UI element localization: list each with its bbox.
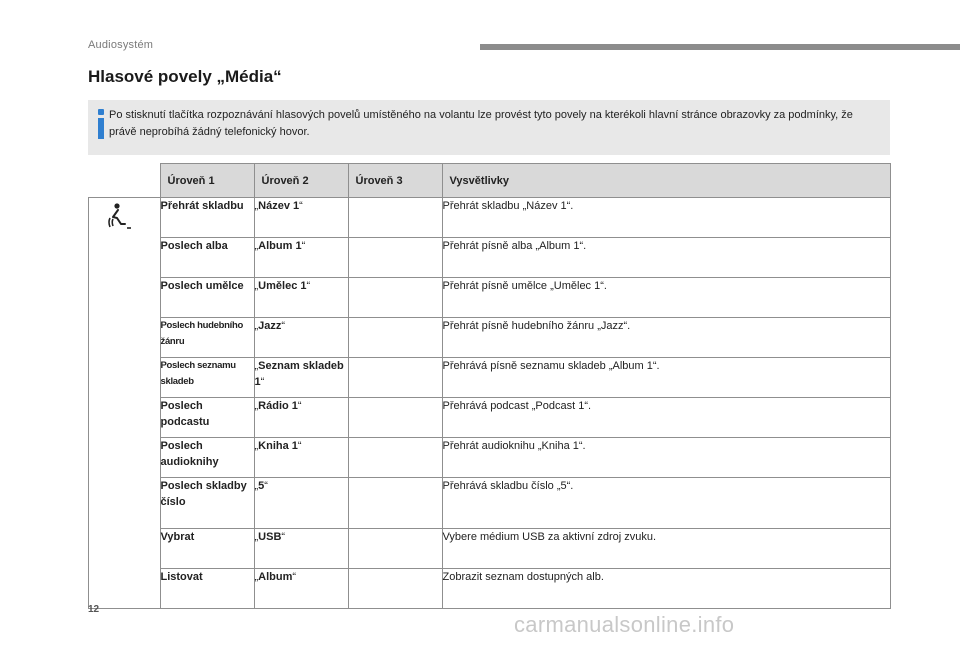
- voice-command-icon-cell: [89, 198, 161, 609]
- level-1-command: Poslech podcastu: [160, 398, 254, 438]
- level-2-command: [254, 438, 348, 478]
- header-explanation: Vysvětlivky: [442, 164, 891, 198]
- table-row: [89, 398, 891, 438]
- level-2-command: [254, 569, 348, 609]
- level-3-command: [348, 358, 442, 398]
- explanation: Přehrává podcast „Podcast 1“.: [442, 398, 891, 438]
- level-3-command: [348, 318, 442, 358]
- explanation: Přehrává skladbu číslo „5“.: [442, 478, 891, 529]
- level-3-command: [348, 238, 442, 278]
- quote-open: „: [254, 531, 259, 543]
- table-row: [89, 569, 891, 609]
- header-level-1: Úroveň 1: [160, 164, 254, 198]
- table-header-row: [89, 164, 891, 198]
- quote-open: „: [254, 571, 259, 583]
- watermark: carmanualsonline.info: [514, 612, 735, 637]
- level-1-command: Listovat: [160, 569, 254, 609]
- quote-open: „: [254, 480, 259, 492]
- level-3-command: [348, 478, 442, 529]
- quote-close: “: [297, 440, 302, 452]
- info-text: Po stisknutí tlačítka rozpoznávání hlasových povelů umístěného na volantu lze provést tyto povely na kterékoli hlavní stránce obrazovky za podmínky, že právě neprobíhá žádný telefonický hovor.: [109, 109, 853, 138]
- level-3-command: [348, 438, 442, 478]
- level-2-keyword: Kniha 1: [258, 440, 298, 452]
- level-1-command: Poslech hudebního žánru: [160, 318, 254, 358]
- explanation: Přehrát písně umělce „Umělec 1“.: [442, 278, 891, 318]
- quote-open: „: [254, 240, 259, 252]
- section-rule: [480, 44, 960, 50]
- explanation: Přehrát písně alba „Album 1“.: [442, 238, 891, 278]
- level-1-command: Poslech umělce: [160, 278, 254, 318]
- quote-open: „: [254, 360, 259, 372]
- page-title: Hlasové povely „Média“: [88, 67, 282, 86]
- quote-open: „: [254, 200, 259, 212]
- table-row: [89, 238, 891, 278]
- level-1-command: Vybrat: [160, 529, 254, 569]
- table-row: [89, 438, 891, 478]
- level-2-keyword: Rádio 1: [258, 400, 298, 412]
- level-2-keyword: Jazz: [258, 320, 282, 332]
- quote-open: „: [254, 320, 259, 332]
- level-3-command: [348, 278, 442, 318]
- quote-open: „: [254, 400, 259, 412]
- level-2-command: [254, 198, 348, 238]
- quote-close: “: [260, 376, 265, 388]
- header-level-3: Úroveň 3: [348, 164, 442, 198]
- quote-close: “: [281, 320, 286, 332]
- level-2-keyword: 5: [258, 480, 265, 492]
- section-label: Audiosystém: [88, 39, 154, 51]
- table-row: [89, 318, 891, 358]
- table-row: [89, 529, 891, 569]
- explanation: Přehrát skladbu „Název 1“.: [442, 198, 891, 238]
- info-icon: [97, 109, 105, 139]
- table-row: [89, 198, 891, 238]
- voice-commands-table: [88, 163, 891, 609]
- quote-close: “: [297, 400, 302, 412]
- quote-close: “: [264, 480, 268, 492]
- level-1-command: Poslech skladby číslo: [160, 478, 254, 529]
- level-3-command: [348, 398, 442, 438]
- quote-close: “: [281, 531, 286, 543]
- page-number: 12: [88, 604, 100, 615]
- level-3-command: [348, 529, 442, 569]
- level-1-command: Poslech audioknihy: [160, 438, 254, 478]
- level-1-command: Poslech seznamu skladeb: [160, 358, 254, 398]
- level-2-keyword: Umělec 1: [258, 280, 307, 292]
- level-2-command: [254, 318, 348, 358]
- level-2-keyword: Seznam skladeb 1: [254, 360, 344, 388]
- level-1-command: Přehrát skladbu: [160, 198, 254, 238]
- explanation: Zobrazit seznam dostupných alb.: [442, 569, 891, 609]
- level-3-command: [348, 569, 442, 609]
- explanation: Přehrává písně seznamu skladeb „Album 1“.: [442, 358, 891, 398]
- quote-close: “: [306, 280, 311, 292]
- level-2-keyword: USB: [258, 531, 282, 543]
- explanation: Vybere médium USB za aktivní zdroj zvuku.: [442, 529, 891, 569]
- explanation: Přehrát audioknihu „Kniha 1“.: [442, 438, 891, 478]
- level-2-command: [254, 398, 348, 438]
- level-2-command: [254, 529, 348, 569]
- level-2-command: [254, 238, 348, 278]
- quote-close: “: [299, 200, 303, 212]
- explanation: Přehrát písně hudebního žánru „Jazz“.: [442, 318, 891, 358]
- quote-close: “: [292, 571, 297, 583]
- level-2-command: [254, 278, 348, 318]
- level-2-keyword: Album: [258, 571, 293, 583]
- voice-command-icon: [107, 202, 133, 232]
- level-3-command: [348, 198, 442, 238]
- table-row: [89, 278, 891, 318]
- table-row: [89, 358, 891, 398]
- level-2-command: [254, 478, 348, 529]
- level-1-command: Poslech alba: [160, 238, 254, 278]
- level-2-command: [254, 358, 348, 398]
- level-2-keyword: Název 1: [258, 200, 300, 212]
- quote-open: „: [254, 440, 259, 452]
- quote-close: “: [301, 240, 306, 252]
- table-row: [89, 478, 891, 529]
- header-level-2: Úroveň 2: [254, 164, 348, 198]
- table-header-blank: [89, 164, 161, 198]
- level-2-keyword: Album 1: [258, 240, 302, 252]
- quote-open: „: [254, 280, 259, 292]
- info-box: [88, 100, 890, 155]
